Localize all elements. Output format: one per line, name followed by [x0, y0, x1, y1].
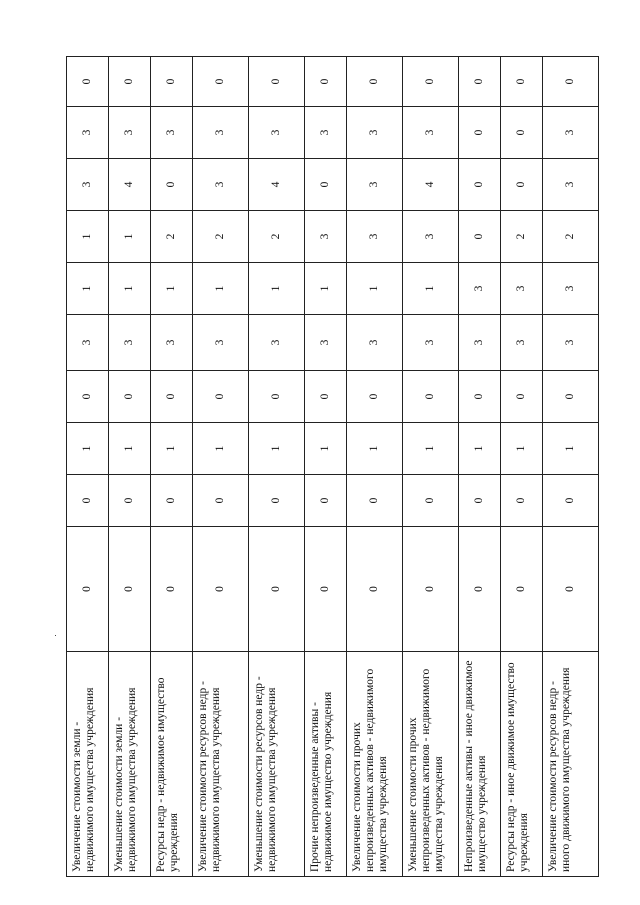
account-name-cell: Увеличение стоимости земли - недвижимого имущества учреждения	[67, 652, 109, 877]
code-digit-cell: 0	[249, 475, 305, 527]
code-digit-cell: 0	[501, 527, 543, 652]
code-digit-cell: 3	[459, 315, 501, 371]
code-digit-cell: 0	[305, 371, 347, 423]
code-digit-cell: 1	[543, 423, 599, 475]
table-row	[305, 57, 347, 877]
page-speck	[55, 635, 56, 636]
code-digit-cell: 0	[459, 211, 501, 263]
code-digit-cell: 0	[459, 371, 501, 423]
code-digit-cell: 3	[347, 211, 403, 263]
code-digit-cell: 3	[543, 263, 599, 315]
code-digit-cell: 3	[305, 315, 347, 371]
code-digit-cell: 4	[403, 159, 459, 211]
code-digit-cell: 0	[193, 371, 249, 423]
code-digit-cell: 3	[347, 159, 403, 211]
code-digit-cell: 0	[543, 475, 599, 527]
code-digit-cell: 0	[151, 527, 193, 652]
code-digit-cell: 0	[109, 371, 151, 423]
code-digit-cell: 0	[151, 159, 193, 211]
table-row	[459, 57, 501, 877]
code-digit-cell: 3	[151, 315, 193, 371]
code-digit-cell: 1	[151, 423, 193, 475]
code-digit-cell: 4	[109, 159, 151, 211]
code-digit-cell: 3	[347, 315, 403, 371]
table-row	[249, 57, 305, 877]
code-digit-cell: 3	[543, 107, 599, 159]
code-digit-cell: 0	[543, 371, 599, 423]
code-digit-cell: 1	[459, 423, 501, 475]
code-digit-cell: 3	[403, 107, 459, 159]
code-digit-cell: 1	[109, 211, 151, 263]
code-digit-cell: 2	[151, 211, 193, 263]
code-digit-cell: 3	[193, 159, 249, 211]
code-digit-cell: 0	[501, 57, 543, 107]
code-digit-cell: 2	[249, 211, 305, 263]
account-name-cell: Уменьшение стоимости ресурсов недр - недвижимого имущества учреждения	[249, 652, 305, 877]
table-row	[67, 57, 109, 877]
code-digit-cell: 1	[249, 423, 305, 475]
code-digit-cell: 0	[67, 475, 109, 527]
code-digit-cell: 0	[249, 527, 305, 652]
code-digit-cell: 3	[249, 107, 305, 159]
account-name-cell: Увеличение стоимости ресурсов недр - недвижимого имущества учреждения	[193, 652, 249, 877]
code-digit-cell: 1	[249, 263, 305, 315]
code-digit-cell: 0	[67, 527, 109, 652]
code-digit-cell: 0	[109, 475, 151, 527]
code-digit-cell: 1	[193, 423, 249, 475]
code-digit-cell: 3	[543, 159, 599, 211]
code-digit-cell: 1	[151, 263, 193, 315]
accounts-table	[66, 56, 599, 877]
code-digit-cell: 0	[459, 159, 501, 211]
code-digit-cell: 0	[347, 57, 403, 107]
code-digit-cell: 0	[459, 107, 501, 159]
code-digit-cell: 0	[151, 57, 193, 107]
account-name-cell: Уменьшение стоимости прочих непроизведенных активов - недвижимого имущества учреждения	[403, 652, 459, 877]
code-digit-cell: 0	[193, 527, 249, 652]
code-digit-cell: 3	[193, 107, 249, 159]
code-digit-cell: 0	[459, 57, 501, 107]
code-digit-cell: 0	[305, 57, 347, 107]
code-digit-cell: 1	[67, 211, 109, 263]
code-digit-cell: 0	[305, 159, 347, 211]
code-digit-cell: 0	[403, 371, 459, 423]
code-digit-cell: 1	[403, 263, 459, 315]
table-row	[501, 57, 543, 877]
code-digit-cell: 0	[109, 57, 151, 107]
account-name-cell: Увеличение стоимости ресурсов недр - иного движимого имущества учреждения	[543, 652, 599, 877]
code-digit-cell: 0	[501, 475, 543, 527]
code-digit-cell: 3	[67, 159, 109, 211]
code-digit-cell: 0	[459, 475, 501, 527]
code-digit-cell: 0	[305, 527, 347, 652]
code-digit-cell: 3	[67, 315, 109, 371]
table-row	[543, 57, 599, 877]
table-body	[67, 57, 599, 877]
code-digit-cell: 0	[151, 371, 193, 423]
code-digit-cell: 0	[403, 527, 459, 652]
code-digit-cell: 0	[249, 57, 305, 107]
code-digit-cell: 0	[193, 475, 249, 527]
code-digit-cell: 0	[67, 57, 109, 107]
code-digit-cell: 1	[403, 423, 459, 475]
code-digit-cell: 1	[67, 263, 109, 315]
code-digit-cell: 3	[305, 211, 347, 263]
code-digit-cell: 0	[543, 527, 599, 652]
code-digit-cell: 3	[193, 315, 249, 371]
rotated-table-wrapper	[66, 57, 586, 877]
table-row	[109, 57, 151, 877]
code-digit-cell: 0	[501, 107, 543, 159]
code-digit-cell: 1	[305, 263, 347, 315]
code-digit-cell: 2	[193, 211, 249, 263]
code-digit-cell: 0	[501, 159, 543, 211]
code-digit-cell: 0	[347, 475, 403, 527]
code-digit-cell: 2	[543, 211, 599, 263]
table-row	[347, 57, 403, 877]
code-digit-cell: 3	[501, 315, 543, 371]
table-row	[151, 57, 193, 877]
code-digit-cell: 3	[151, 107, 193, 159]
table-row	[403, 57, 459, 877]
code-digit-cell: 1	[67, 423, 109, 475]
code-digit-cell: 3	[305, 107, 347, 159]
code-digit-cell: 3	[347, 107, 403, 159]
code-digit-cell: 1	[305, 423, 347, 475]
code-digit-cell: 0	[109, 527, 151, 652]
code-digit-cell: 0	[347, 527, 403, 652]
code-digit-cell: 1	[347, 423, 403, 475]
code-digit-cell: 0	[305, 475, 347, 527]
code-digit-cell: 0	[501, 371, 543, 423]
code-digit-cell: 0	[193, 57, 249, 107]
code-digit-cell: 3	[501, 263, 543, 315]
code-digit-cell: 0	[151, 475, 193, 527]
code-digit-cell: 1	[193, 263, 249, 315]
table-row	[193, 57, 249, 877]
code-digit-cell: 0	[67, 371, 109, 423]
code-digit-cell: 0	[347, 371, 403, 423]
code-digit-cell: 3	[403, 315, 459, 371]
code-digit-cell: 1	[109, 263, 151, 315]
code-digit-cell: 1	[347, 263, 403, 315]
code-digit-cell: 0	[249, 371, 305, 423]
code-digit-cell: 3	[109, 315, 151, 371]
account-name-cell: Ресурсы недр - иное движимое имущество учреждения	[501, 652, 543, 877]
code-digit-cell: 3	[459, 263, 501, 315]
account-name-cell: Уменьшение стоимости земли - недвижимого имущества учреждения	[109, 652, 151, 877]
account-name-cell: Увеличение стоимости прочих непроизведенных активов - недвижимого имущества учреждения	[347, 652, 403, 877]
code-digit-cell: 3	[403, 211, 459, 263]
account-name-cell: Ресурсы недр - недвижимое имущество учреждения	[151, 652, 193, 877]
code-digit-cell: 3	[109, 107, 151, 159]
code-digit-cell: 3	[249, 315, 305, 371]
code-digit-cell: 3	[67, 107, 109, 159]
account-name-cell: Непроизведенные активы - иное движимое имущество учреждения	[459, 652, 501, 877]
code-digit-cell: 0	[543, 57, 599, 107]
code-digit-cell: 1	[109, 423, 151, 475]
code-digit-cell: 4	[249, 159, 305, 211]
code-digit-cell: 0	[403, 475, 459, 527]
code-digit-cell: 0	[459, 527, 501, 652]
code-digit-cell: 3	[543, 315, 599, 371]
code-digit-cell: 0	[403, 57, 459, 107]
account-name-cell: Прочие непроизведенные активы - недвижимое имущество учреждения	[305, 652, 347, 877]
code-digit-cell: 2	[501, 211, 543, 263]
code-digit-cell: 1	[501, 423, 543, 475]
